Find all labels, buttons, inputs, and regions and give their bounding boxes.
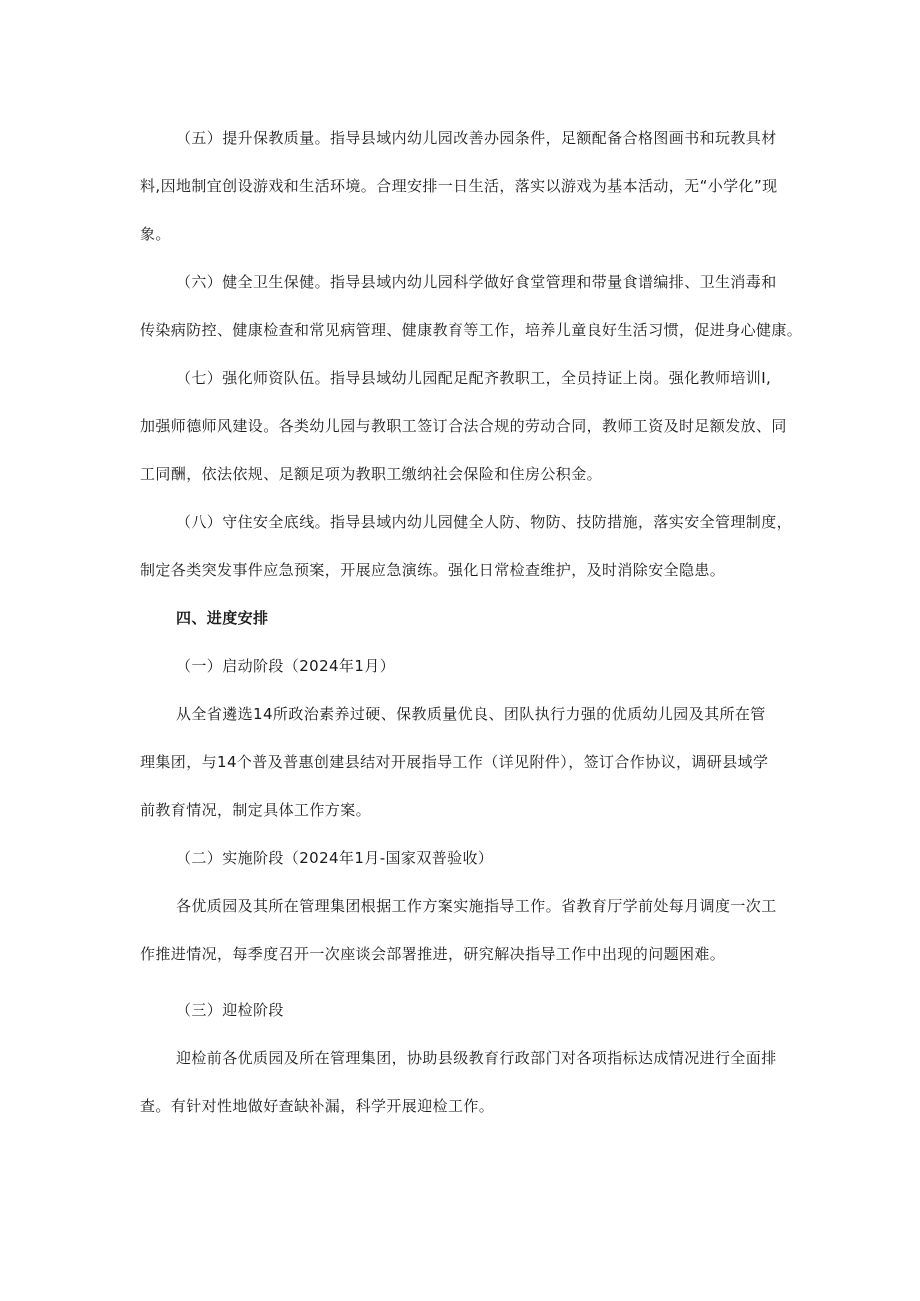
paragraph-launch-stage [140,690,788,834]
text-line: 各优质园及其所在管理集团根据工作方案实施指导工作。省教育厅学前处每月调度一次工 [176,897,777,915]
text-line: 理集团，与14个普及普惠创建县结对开展指导工作（详见附件），签订合作协议，调研县域学 [140,753,769,771]
paragraph-inspection-stage [140,1034,788,1130]
text-line: 传染病防控、健康检查和常见病管理、健康教育等工作，培养儿童良好生活习惯，促进身心健康。 [140,321,803,339]
text-line: 迎检前各优质园及所在管理集团，协助县级教育行政部门对各项指标达成情况进行全面排 [176,1049,777,1067]
text-line: 作推进情况，每季度召开一次座谈会部署推进，研究解决指导工作中出现的问题困难。 [140,945,726,963]
text-line: 从全省遴选14所政治素养过硬、保教质量优良、团队执行力强的优质幼儿园及其所在管 [176,705,766,723]
text-line: 前教育情况，制定具体工作方案。 [140,801,372,819]
stage-title: （一）启动阶段（2024年1月） [176,657,396,675]
stage-heading-inspection [140,986,788,1034]
text-line: （七）强化师资队伍。指导县域幼儿园配足配齐教职工，全员持证上岗。强化教师培训I, [176,369,772,387]
section-title: 四、进度安排 [176,609,269,627]
text-line: 制定各类突发事件应急预案，开展应急演练。强化日常检查维护，及时消除安全隐患。 [140,561,726,579]
text-line: 料,因地制宜创设游戏和生活环境。合理安排一日生活，落实以游戏为基本活动，无“小学化”现 [140,177,778,195]
stage-heading-implementation [140,834,788,882]
text-line: （六）健全卫生保健。指导县域内幼儿园科学做好食堂管理和带量食谱编排、卫生消毒和 [176,273,777,291]
text-line: （五）提升保教质量。指导县域内幼儿园改善办园条件，足额配备合格图画书和玩教具材 [176,129,777,147]
text-line: 工同酬，依法依规、足额足项为教职工缴纳社会保险和住房公积金。 [140,465,603,483]
paragraph-health-care [140,258,803,354]
stage-heading-launch [140,642,788,690]
section-heading-schedule [140,594,788,642]
stage-title: （二）实施阶段（2024年1月-国家双普验收） [176,849,494,867]
paragraph-implementation-stage [140,882,788,978]
paragraph-teaching-staff [140,354,788,498]
paragraph-safety [140,498,793,594]
text-line: 查。有针对性地做好查缺补漏，科学开展迎检工作。 [140,1097,495,1115]
stage-title: （三）迎检阶段 [176,1001,284,1019]
text-line: （八）守住安全底线。指导县域内幼儿园健全人防、物防、技防措施，落实安全管理制度， [176,513,793,531]
text-line: 加强师德师风建设。各类幼儿园与教职工签订合法合规的劳动合同，教师工资及时足额发放、同 [140,417,787,435]
paragraph-improve-care-quality [140,114,788,258]
text-line: 象。 [140,225,171,243]
